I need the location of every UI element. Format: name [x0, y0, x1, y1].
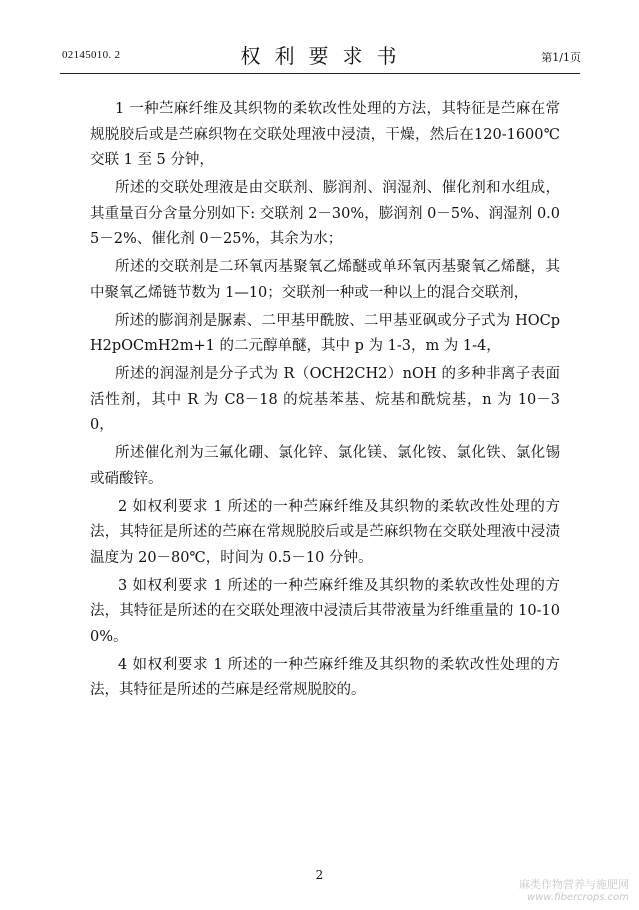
- swelling-agent-paragraph: 所述的膨润剂是脲素、二甲基甲酰胺、二甲基亚砜或分子式为 HOCpH2pOCmH2m+1 的二元醇单醚，其中 p 为 1-3，m 为 1-4，: [90, 312, 560, 354]
- application-number: 02145010. 2: [62, 49, 121, 61]
- claim-1-paragraph: 1 一种苎麻纤维及其织物的柔软改性处理的方法，其特征是苎麻在常规脱胶后或是苎麻织物在交联处理液中浸渍，干燥，然后在120-1600℃交联 1 至 5 分钟，: [90, 101, 560, 168]
- document-header: [0, 0, 639, 70]
- treatment-liquid-paragraph: 所述的交联处理液是由交联剂、膨润剂、润湿剂、催化剂和水组成，其重量百分含量分别如下: 交联剂 2－30%，膨润剂 0－5%、润湿剂 0.05－2%、催化剂 0－25%，其余为水；: [90, 180, 560, 247]
- page-indicator: 第1/1页: [541, 51, 581, 64]
- header-divider: [60, 73, 580, 74]
- crosslinker-paragraph: 所述的交联剂是二环氧丙基聚氧乙烯醚或单环氧丙基聚氧乙烯醚，其中聚氧乙烯链节数为 1—10；交联剂一种或一种以上的混合交联剂，: [90, 259, 560, 301]
- claim-4-paragraph: 4 如权利要求 1 所述的一种苎麻纤维及其织物的柔软改性处理的方法，其特征是所述的苎麻是经常规脱胶的。: [90, 656, 560, 698]
- claim-2-paragraph: 2 如权利要求 1 所述的一种苎麻纤维及其织物的柔软改性处理的方法，其特征是所述的苎麻在常规脱胶后或是苎麻织物在交联处理液中浸渍温度为 20－80℃，时间为 0.5－10 分钟。: [90, 498, 560, 566]
- claims-body: [90, 97, 560, 706]
- catalyst-paragraph: 所述催化剂为三氟化硼、氯化锌、氯化镁、氯化铵、氯化铁、氯化锡或硝酸锌。: [90, 445, 560, 487]
- wetting-agent-paragraph: 所述的润湿剂是分子式为 R（OCH2CH2）nOH 的多种非离子表面活性剂，其中 R 为 C8－18 的烷基苯基、烷基和酰烷基，n 为 10－30，: [90, 366, 560, 433]
- watermark-url: www.fibercrops.com: [527, 892, 629, 903]
- watermark-site-name: 麻类作物营养与施肥网: [519, 878, 629, 891]
- site-watermark: [519, 878, 629, 904]
- page-title: 权利要求书: [240, 44, 411, 68]
- page-number: 2: [315, 868, 324, 882]
- claim-3-paragraph: 3 如权利要求 1 所述的一种苎麻纤维及其织物的柔软改性处理的方法，其特征是所述的在交联处理液中浸渍后其带液量为纤维重量的 10-100%。: [90, 577, 560, 645]
